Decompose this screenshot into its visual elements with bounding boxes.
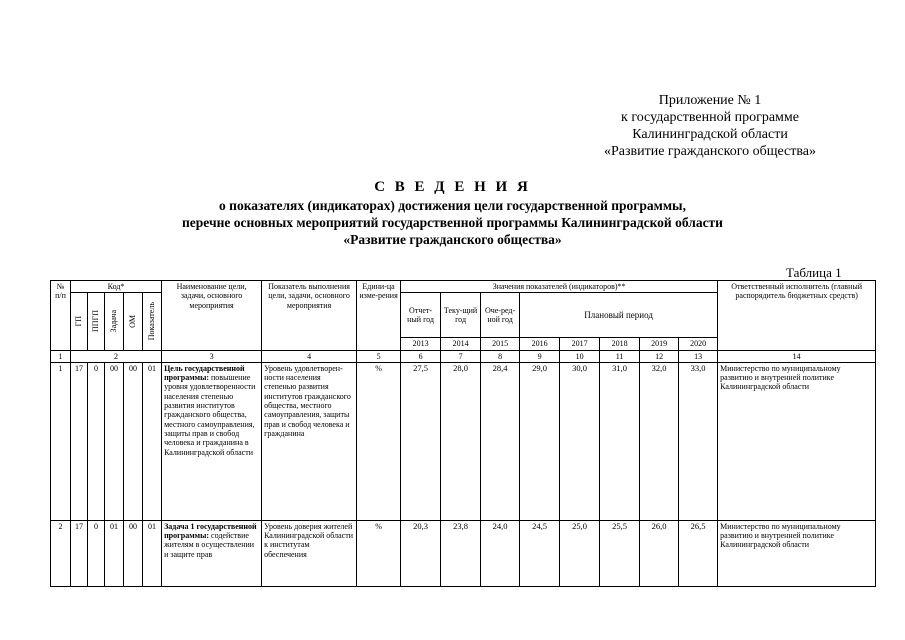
header-om: ОМ	[128, 315, 138, 328]
column-number: 9	[520, 350, 560, 362]
row-om: 00	[124, 362, 143, 520]
header-gp: ГП	[74, 316, 84, 327]
row-value: 20,3	[401, 520, 441, 586]
header-name: Наименование цели, задачи, основного мероприятия	[162, 281, 262, 351]
column-number: 7	[441, 350, 481, 362]
row-value: 33,0	[679, 362, 718, 520]
column-number: 4	[262, 350, 357, 362]
row-task: 00	[105, 362, 124, 520]
row-value: 26,5	[679, 520, 718, 586]
table-label: Таблица 1	[786, 265, 842, 280]
table-row	[51, 520, 876, 586]
row-metric: Уровень удовлетворен-ности населения степенью развития институтов гражданского общества, местного самоуправления, защиты прав и свобод человека и гражданина	[262, 362, 357, 520]
row-name-text: повышение уровня удовлетворенности населения степенью развития институтов гражданского общества, местного самоуправления, защиты прав и свобод человека и гражданина в Калининградской области	[164, 373, 256, 457]
row-gp: 17	[71, 362, 88, 520]
year-cell: 2014	[441, 338, 481, 350]
year-cell: 2018	[600, 338, 640, 350]
row-indicator: 01	[143, 362, 162, 520]
row-gp: 17	[71, 520, 88, 586]
column-number: 1	[51, 350, 71, 362]
column-number: 2	[71, 350, 162, 362]
header-metric: Показатель выполнения цели, задачи, основного мероприятия	[262, 281, 357, 351]
column-number: 13	[679, 350, 718, 362]
row-ppgp: 0	[88, 362, 105, 520]
row-value: 24,5	[520, 520, 560, 586]
row-value: 29,0	[520, 362, 560, 520]
row-ppgp: 0	[88, 520, 105, 586]
column-number: 10	[560, 350, 600, 362]
column-number: 3	[162, 350, 262, 362]
heading-line: «Развитие гражданского общества»	[343, 232, 562, 247]
header-indicator: Показатель	[147, 302, 157, 341]
row-value: 27,5	[401, 362, 441, 520]
row-value: 23,8	[441, 520, 481, 586]
appendix-line: к государственной программе	[621, 110, 799, 125]
row-name	[162, 362, 262, 520]
indicators-table	[50, 280, 876, 587]
column-number: 12	[640, 350, 679, 362]
row-value: 26,0	[640, 520, 679, 586]
year-cell: 2015	[481, 338, 520, 350]
row-value: 28,4	[481, 362, 520, 520]
document-heading	[0, 178, 905, 248]
row-name-heading: Цель государственной программы:	[164, 363, 245, 383]
row-name	[162, 520, 262, 586]
row-unit: %	[357, 362, 401, 520]
row-value: 25,0	[560, 520, 600, 586]
column-number: 5	[357, 350, 401, 362]
row-value: 25,5	[600, 520, 640, 586]
row-task: 01	[105, 520, 124, 586]
row-unit: %	[357, 520, 401, 586]
row-value: 30,0	[560, 362, 600, 520]
year-cell: 2016	[520, 338, 560, 350]
year-cell: 2017	[560, 338, 600, 350]
row-responsible: Министерство по муниципальному развитию и внутренней политике Калининградской области	[718, 362, 876, 520]
row-indicator: 01	[143, 520, 162, 586]
header-plan-period: Плановый период	[520, 293, 718, 338]
row-num: 1	[51, 362, 71, 520]
row-value: 31,0	[600, 362, 640, 520]
appendix-line: Приложение № 1	[658, 93, 762, 108]
column-number-row	[51, 350, 876, 362]
column-number: 6	[401, 350, 441, 362]
row-name-heading: Задача 1 государственной программы:	[164, 521, 257, 541]
header-ppgp: ППГП	[91, 310, 101, 333]
appendix-line: Калининградской области	[632, 127, 788, 142]
header-report-year: Отчет-ный год	[401, 293, 441, 338]
appendix-block	[560, 92, 860, 160]
header-num: № п/п	[51, 281, 71, 351]
row-num: 2	[51, 520, 71, 586]
header-task: Задача	[109, 310, 119, 333]
row-value: 32,0	[640, 362, 679, 520]
appendix-line: «Развитие гражданского общества»	[603, 144, 817, 159]
row-name-text: содействие жителям в осуществлении и защите прав	[164, 531, 255, 559]
header-values: Значения показателей (индикаторов)**	[401, 281, 718, 293]
header-responsible: Ответственный исполнитель (главный распорядитель бюджетных средств)	[718, 281, 876, 351]
column-number: 8	[481, 350, 520, 362]
row-value: 24,0	[481, 520, 520, 586]
document-title: С В Е Д Е Н И Я	[374, 179, 531, 195]
heading-line: о показателях (индикаторах) достижения цели государственной программы,	[219, 198, 686, 213]
row-value: 28,0	[441, 362, 481, 520]
table-row	[51, 362, 876, 520]
column-number: 11	[600, 350, 640, 362]
row-om: 00	[124, 520, 143, 586]
year-cell: 2019	[640, 338, 679, 350]
heading-line: перечне основных мероприятий государственной программы Калининградской области	[182, 215, 723, 230]
column-number: 14	[718, 350, 876, 362]
row-metric: Уровень доверия жителей Калининградской области к институтам обеспечения	[262, 520, 357, 586]
row-responsible: Министерство по муниципальному развитию и внутренней политике Калининградской области	[718, 520, 876, 586]
header-code: Код*	[71, 281, 162, 293]
year-cell: 2020	[679, 338, 718, 350]
header-unit: Едини-ца изме-рения	[357, 281, 401, 351]
year-cell: 2013	[401, 338, 441, 350]
header-current-year: Теку-щий год	[441, 293, 481, 338]
header-next-year: Оче-ред-ной год	[481, 293, 520, 338]
